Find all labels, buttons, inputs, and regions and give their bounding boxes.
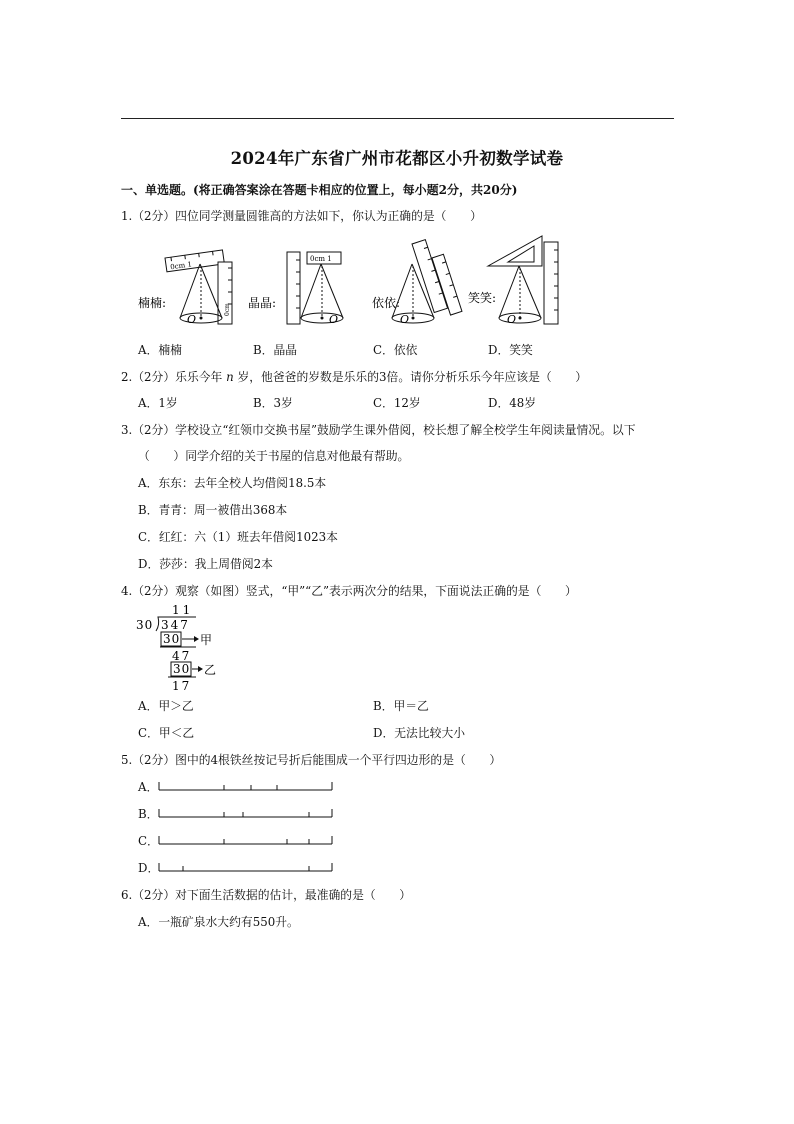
- question-3-stem-line1: 3.（2分）学校设立“红领巾交换书屋”鼓励学生课外借阅，校长想了解全校学生年阅读量情况。以下: [121, 423, 636, 437]
- question-5-stem: 5.（2分）图中的4根铁丝按记号折后能围成一个平行四边形的是（ ）: [121, 753, 502, 767]
- cone-center-d: O: [507, 313, 517, 326]
- division-label-yi: 乙: [204, 663, 217, 677]
- wire-a: [159, 782, 332, 790]
- q4-option-a: A．甲＞乙: [138, 699, 194, 713]
- division-label-jia: 甲: [200, 633, 213, 647]
- division-first-product: 30: [163, 632, 181, 646]
- division-remainder-1: 47: [172, 649, 192, 663]
- q4-option-c: C．甲＜乙: [138, 726, 195, 740]
- q2-option-d: D．48岁: [488, 396, 537, 410]
- figure-nannan: [138, 250, 232, 326]
- question-6-stem: 6.（2分）对下面生活数据的估计，最准确的是（ ）: [121, 888, 412, 902]
- wire-b: [159, 809, 332, 817]
- ruler-label-a: 0cm 1: [169, 260, 193, 272]
- section-heading: 一、单选题。(将正确答案涂在答题卡相应的位置上，每小题2分，共20分): [121, 183, 518, 197]
- svg-text:0cm: 0cm: [224, 303, 231, 316]
- q1-option-d: D．笑笑: [488, 343, 533, 357]
- division-remainder-2: 17: [172, 679, 192, 693]
- figure-label-nannan: 楠楠:: [138, 296, 167, 310]
- cone-center-c: O: [400, 313, 410, 326]
- wire-diagram: [156, 776, 338, 876]
- q2-option-a: A．1岁: [138, 396, 178, 410]
- division-divisor: 30: [136, 618, 154, 632]
- wire-d: [159, 863, 332, 871]
- q5-option-a-label: A．: [138, 780, 159, 794]
- wire-c: [159, 836, 332, 844]
- ruler-label-b: 0cm 1: [310, 255, 332, 263]
- q3-option-d: D．莎莎：我上周借阅2本: [138, 557, 273, 571]
- q5-option-d-label: D．: [138, 861, 160, 875]
- q2-stem-part2: 岁，他爸爸的岁数是乐乐的3倍。请你分析乐乐今年应该是（ ）: [237, 370, 588, 384]
- division-quotient: 11: [172, 603, 194, 617]
- figure-label-yiyi: 依依:: [372, 296, 401, 310]
- figure-xiaoxiao: [468, 236, 558, 326]
- q1-option-a: A．楠楠: [138, 343, 182, 357]
- q2-variable: n: [226, 370, 234, 384]
- question-4-stem: 4.（2分）观察（如图）竖式，“甲”“乙”表示两次分的结果，下面说法正确的是（ ）: [121, 584, 577, 598]
- q1-option-c: C．依依: [373, 343, 418, 357]
- figure-jingjing: [248, 252, 343, 326]
- q5-option-c-label: C．: [138, 834, 159, 848]
- q5-option-b-label: B．: [138, 807, 159, 821]
- q3-option-b: B．青青：周一被借出368本: [138, 503, 288, 517]
- q4-option-d: D．无法比较大小: [373, 726, 466, 740]
- division-second-product: 30: [173, 662, 191, 676]
- q4-option-b: B．甲＝乙: [373, 699, 429, 713]
- cone-center-b: O: [329, 313, 339, 326]
- q3-option-c: C．红红：六（1）班去年借阅1023本: [138, 530, 338, 544]
- header-rule: [121, 118, 674, 119]
- q6-option-a: A．一瓶矿泉水大约有550升。: [138, 915, 299, 929]
- q3-option-a: A．东东：去年全校人均借阅18.5本: [138, 476, 327, 490]
- division-dividend: 347: [161, 618, 190, 632]
- question-1-stem: 1.（2分）四位同学测量圆锥高的方法如下，你认为正确的是（ ）: [121, 209, 482, 223]
- long-division-figure: [134, 601, 224, 693]
- cone-center-a: O: [187, 313, 197, 326]
- figure-label-jingjing: 晶晶:: [248, 296, 277, 310]
- q2-stem-part1: 2.（2分）乐乐今年: [121, 370, 223, 384]
- question-1-figure: [130, 232, 580, 334]
- figure-label-xiaoxiao: 笑笑:: [468, 291, 497, 305]
- question-2-stem: [121, 368, 587, 385]
- page-title: 2024年广东省广州市花都区小升初数学试卷: [230, 149, 564, 168]
- figure-yiyi: [372, 240, 462, 326]
- q2-option-c: C．12岁: [373, 396, 421, 410]
- question-3-stem-line2: （ ）同学介绍的关于书屋的信息对他最有帮助。: [138, 449, 410, 463]
- q1-option-b: B．晶晶: [253, 343, 298, 357]
- q2-option-b: B．3岁: [253, 396, 293, 410]
